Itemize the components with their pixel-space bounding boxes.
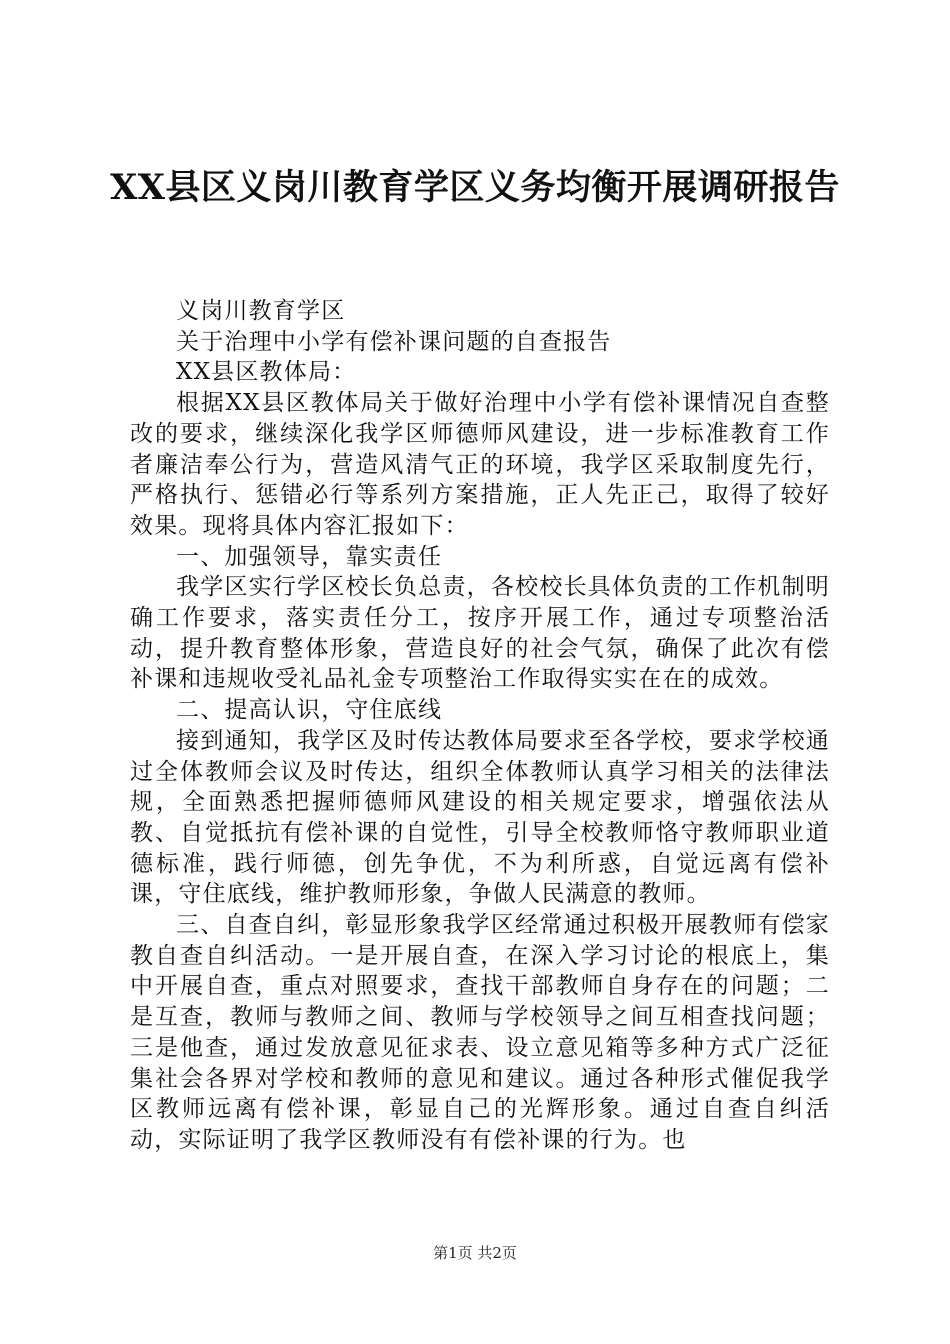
intro-paragraph: 根据XX县区教体局关于做好治理中小学有偿补课情况自查整改的要求，继续深化我学区师德师风建设，进一步标准教育工作者廉洁奉公行为，营造风清气正的环境，我学区采取制度先行，严格执行、惩错必行等系列方案措施，正人先正己，取得了较好效果。现将具体内容汇报如下： [130,390,830,539]
issuer-line: 义岗川教育学区 [176,298,346,324]
section-heading-2: 二、提高认识，守住底线 [176,697,443,724]
page-number-footer: 第1页 共2页 [433,1244,517,1262]
document-body [130,296,830,1156]
section-paragraph-2: 接到通知，我学区及时传达教体局要求至各学校，要求学校通过全体教师会议及时传达，组织全体教师认真学习相关的法律法规，全面熟悉把握师德师风建设的相关规定要求，增强依法从教、自觉抵抗有偿补课的自觉性，引导全校教师恪守教师职业道德标准，践行师德，创先争优，不为利所惑，自觉远离有偿补课，守住底线，维护教师形象，争做人民满意的教师。 [130,727,830,908]
section-paragraph-3: 三、自查自纠，彰显形象我学区经常通过积极开展教师有偿家教自查自纠活动。一是开展自查，在深入学习讨论的根底上，集中开展自查，重点对照要求，查找干部教师自身存在的问题；二是互查，教师与教师之间、教师与学校领导之间互相查找问题；三是他查，通过发放意见征求表、设立意见箱等多种方式广泛征集社会各界对学校和教师的意见和建议。通过各种形式催促我学区教师远离有偿补课，彰显自己的光辉形象。通过自查自纠活动，实际证明了我学区教师没有有偿补课的行为。也 [130,912,830,1153]
section-heading-1: 一、加强领导，靠实责任 [176,543,443,570]
document-title: XX县区义岗川教育学区义务均衡开展调研报告 [110,167,840,208]
section-paragraph-1: 我学区实行学区校长负总责，各校校长具体负责的工作机制明确工作要求，落实责任分工，按序开展工作，通过专项整治活动，提升教育整体形象，营造良好的社会气氛，确保了此次有偿补课和违规收受礼品礼金专项整治工作取得实实在在的成效。 [130,574,830,693]
report-subtitle: 关于治理中小学有偿补课问题的自查报告 [176,328,612,355]
addressee-line: XX县区教体局： [176,359,357,386]
